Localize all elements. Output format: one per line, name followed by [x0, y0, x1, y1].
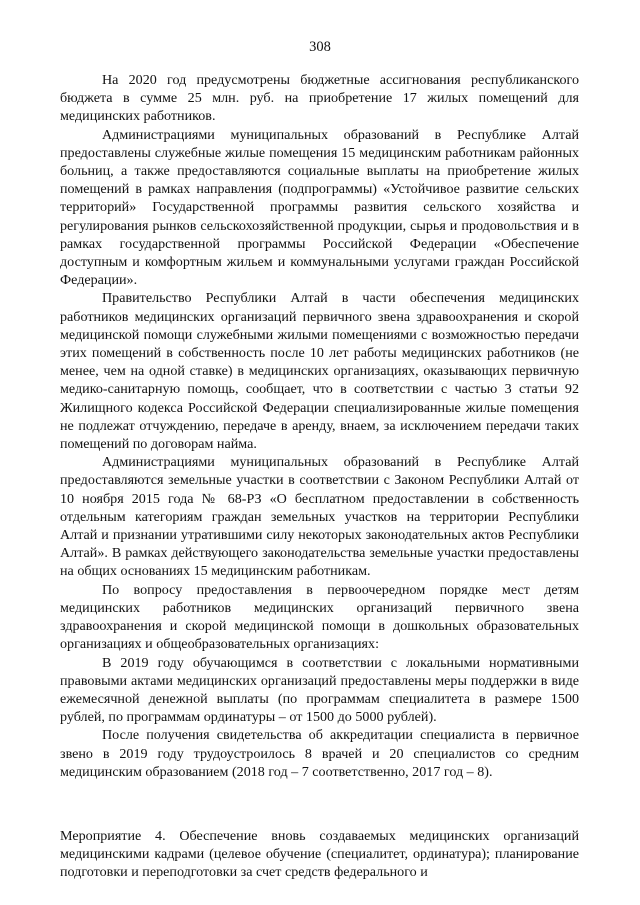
paragraph-student-support: В 2019 году обучающимся в соответствии с локальными нормативными правовыми актами медицинских организаций предоставлены меры поддержки в виде ежемесячной денежной выплаты (по программам специалитета в размере 1500 рублей, по программам ординатуры – от 1500 до 5000 рублей). [60, 654, 579, 726]
paragraph-land-plots: Администрациями муниципальных образований в Республике Алтай предоставляются земельные участки в соответствии с Законом Республики Алтай от 10 ноября 2015 года № 68-РЗ «О бесплатном предоставлении в собственность отдельным категориям граждан земельных участков на территории Республики Алтай и признании утратившими силу некоторых законодательных актов Республики Алтай». В рамках действующего законодательства земельные участки предоставлены на общих основаниях 15 медицинским работникам. [60, 454, 579, 580]
paragraph-government-housing: Правительство Республики Алтай в части обеспечения медицинских работников медицинских организаций первичного звена здравоохранения и скорой медицинской помощи служебными жилыми помещениями с возможностью передачи этих помещений в собственность после 10 лет работы медицинских работников (не менее, чем на одной ставке) в медицинских организациях, оказывающих первичную медико-санитарную помощь, сообщает, что в соответствии с частью 3 статьи 92 Жилищного кодекса Российской Федерации специализированные жилые помещения не подлежат отчуждению, передаче в аренду, внаем, за исключением передачи таких помещений по договорам найма. [60, 290, 579, 453]
measure-4-paragraph: Мероприятие 4. Обеспечение вновь создаваемых медицинских организаций медицинскими кадрами (целевое обучение (специалитет, ординатура); планирование подготовки и переподготовки за счет средств федерального и [60, 828, 579, 881]
paragraph-kindergarten-places: По вопросу предоставления в первоочередном порядке мест детям медицинских работников медицинских организаций первичного звена здравоохранения и скорой медицинской помощи в дошкольных образовательных организациях и общеобразовательных организациях: [60, 581, 579, 653]
paragraph-housing-budget: На 2020 год предусмотрены бюджетные ассигнования республиканского бюджета в сумме 25 млн. руб. на приобретение 17 жилых помещений для медицинских работников. [60, 72, 579, 125]
paragraph-municipal-housing: Администрациями муниципальных образований в Республике Алтай предоставлены служебные жилые помещения 15 медицинским работникам районных больниц, а также предоставляются социальные выплаты на приобретение жилых помещений в рамках направления (подпрограммы) «Устойчивое развитие сельских территорий» Государственной программы развития сельского хозяйства и регулирования рынков сельскохозяйственной продукции, сырья и продовольствия и в рамках государственной программы Российской Федерации «Обеспечение доступным и комфортным жильем и коммунальными услугами граждан Российской Федерации». [60, 126, 579, 289]
document-body [60, 71, 579, 781]
page-number: 308 [309, 39, 331, 55]
paragraph-employment: После получения свидетельства об аккредитации специалиста в первичное звено в 2019 году трудоустроилось 8 врачей и 20 специалистов со средним медицинским образованием (2018 год – 7 соответственно, 2017 год – 8). [60, 727, 579, 780]
